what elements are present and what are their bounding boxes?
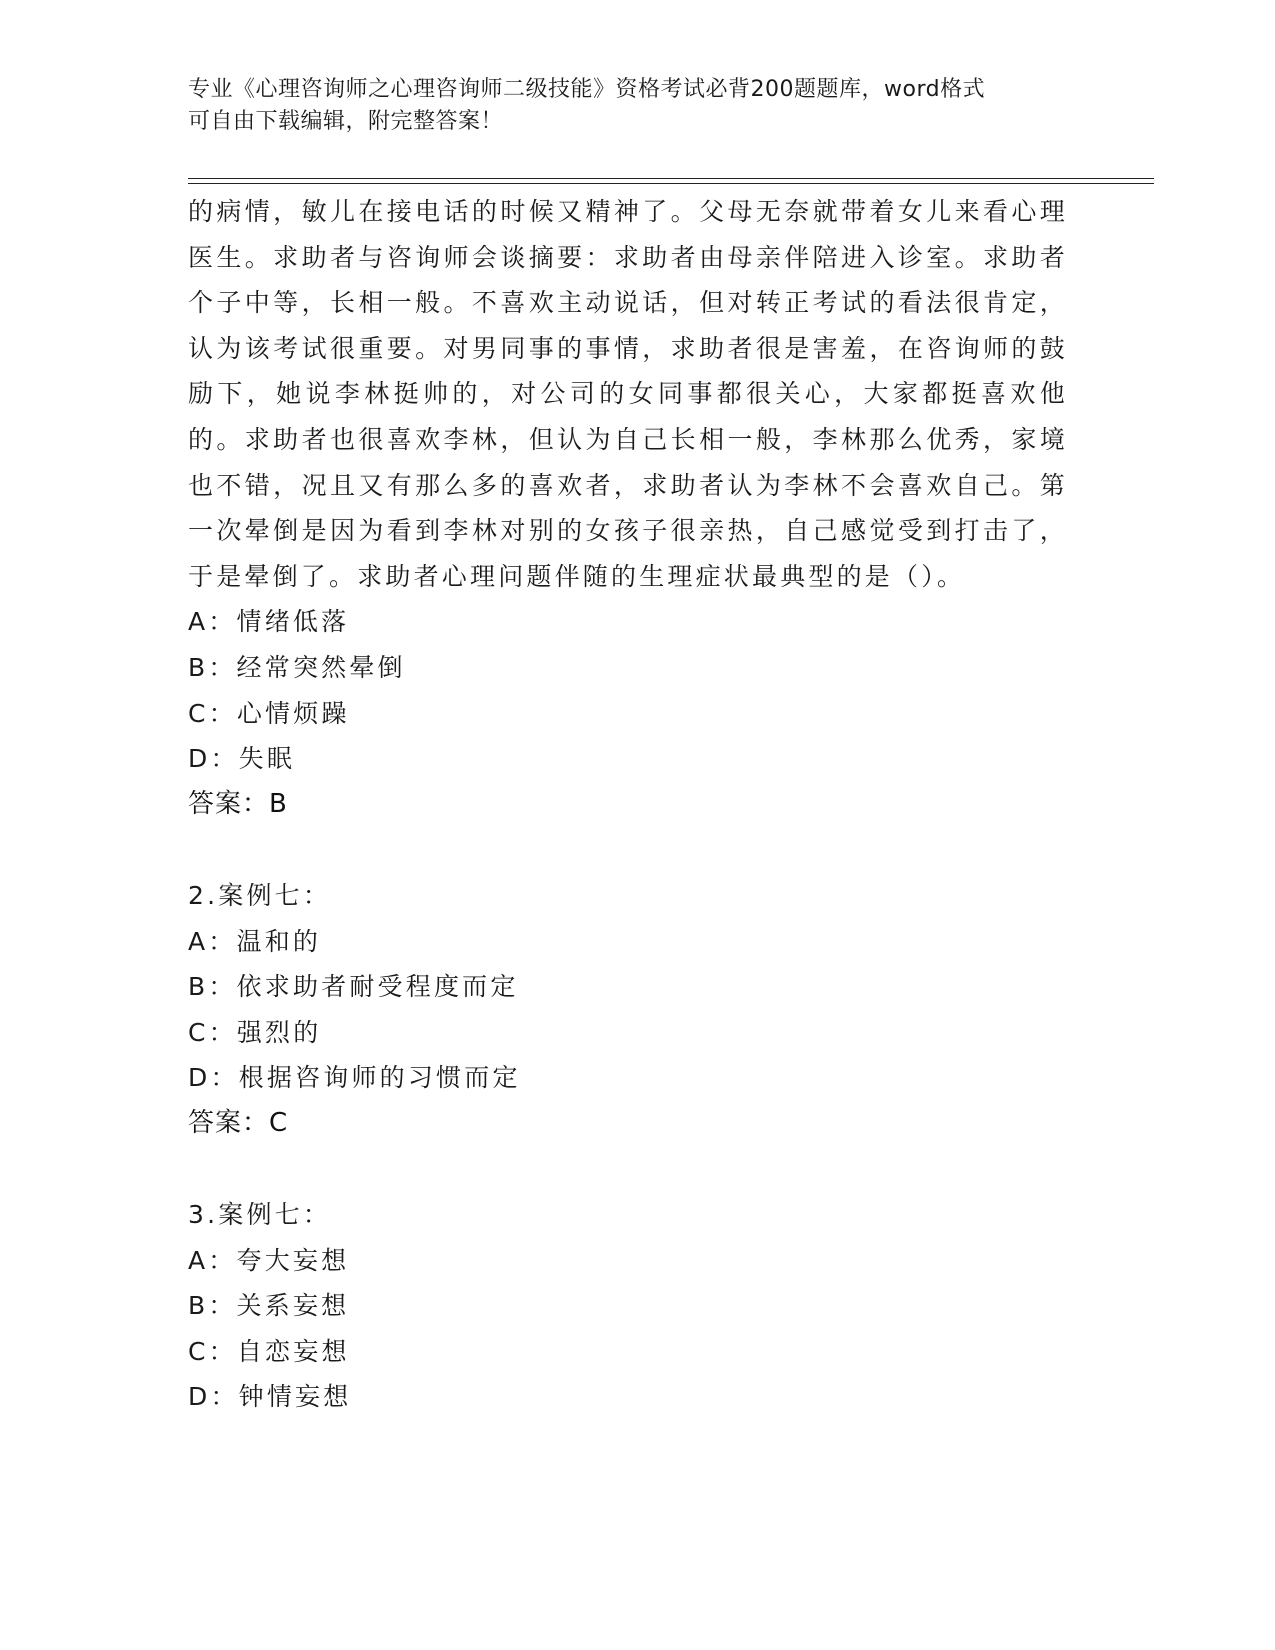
question-3-option-b: B：关系妄想 — [188, 1291, 350, 1321]
spacer — [188, 1146, 1068, 1192]
question-3-title: 3.案例七： — [188, 1200, 332, 1230]
question-1-option-a: A：情绪低落 — [188, 607, 350, 637]
question-2-option-b: B：依求助者耐受程度而定 — [188, 972, 519, 1002]
document-body — [188, 189, 1068, 1420]
page-header — [188, 74, 1068, 138]
question-1-option-b: B：经常突然晕倒 — [188, 652, 406, 682]
question-3-option-a: A：夸大妄想 — [188, 1245, 350, 1275]
question-1-option-d: D：失眠 — [188, 744, 296, 774]
header-title-line2: 可自由下载编辑，附完整答案！ — [188, 109, 504, 134]
question-1-answer: 答案：B — [188, 788, 288, 819]
question-3-option-c: C：自恋妄想 — [188, 1336, 350, 1366]
question-1-stem: 的病情，敏儿在接电话的时候又精神了。父母无奈就带着女儿来看心理医生。求助者与咨询师会谈摘要：求助者由母亲伴陪进入诊室。求助者个子中等，长相一般。不喜欢主动说话，但对转正考试的看法很肯定，认为该考试很重要。对男同事的事情，求助者很是害羞，在咨询师的鼓励下，她说李林挺帅的，对公司的女同事都很关心，大家都挺喜欢他的。求助者也很喜欢李林，但认为自己长相一般，李林那么优秀，家境也不错，况且又有那么多的喜欢者，求助者认为李林不会喜欢自己。第一次晕倒是因为看到李林对别的女孩子很亲热，自己感觉受到打击了，于是晕倒了。求助者心理问题伴随的生理症状最典型的是（）。 — [188, 197, 1068, 591]
question-2-option-a: A：温和的 — [188, 926, 322, 956]
question-2-answer: 答案：C — [188, 1107, 289, 1138]
question-2-title: 2.案例七： — [188, 880, 332, 910]
question-2-option-c: C：强烈的 — [188, 1017, 322, 1047]
header-divider — [188, 178, 1154, 184]
question-3-option-d: D：钟情妄想 — [188, 1382, 352, 1412]
question-1-option-c: C：心情烦躁 — [188, 698, 350, 728]
spacer — [188, 827, 1068, 873]
question-2-option-d: D：根据咨询师的习惯而定 — [188, 1063, 521, 1093]
header-title-line1: 专业《心理咨询师之心理咨询师二级技能》资格考试必背200题题库，word格式 — [188, 77, 986, 102]
